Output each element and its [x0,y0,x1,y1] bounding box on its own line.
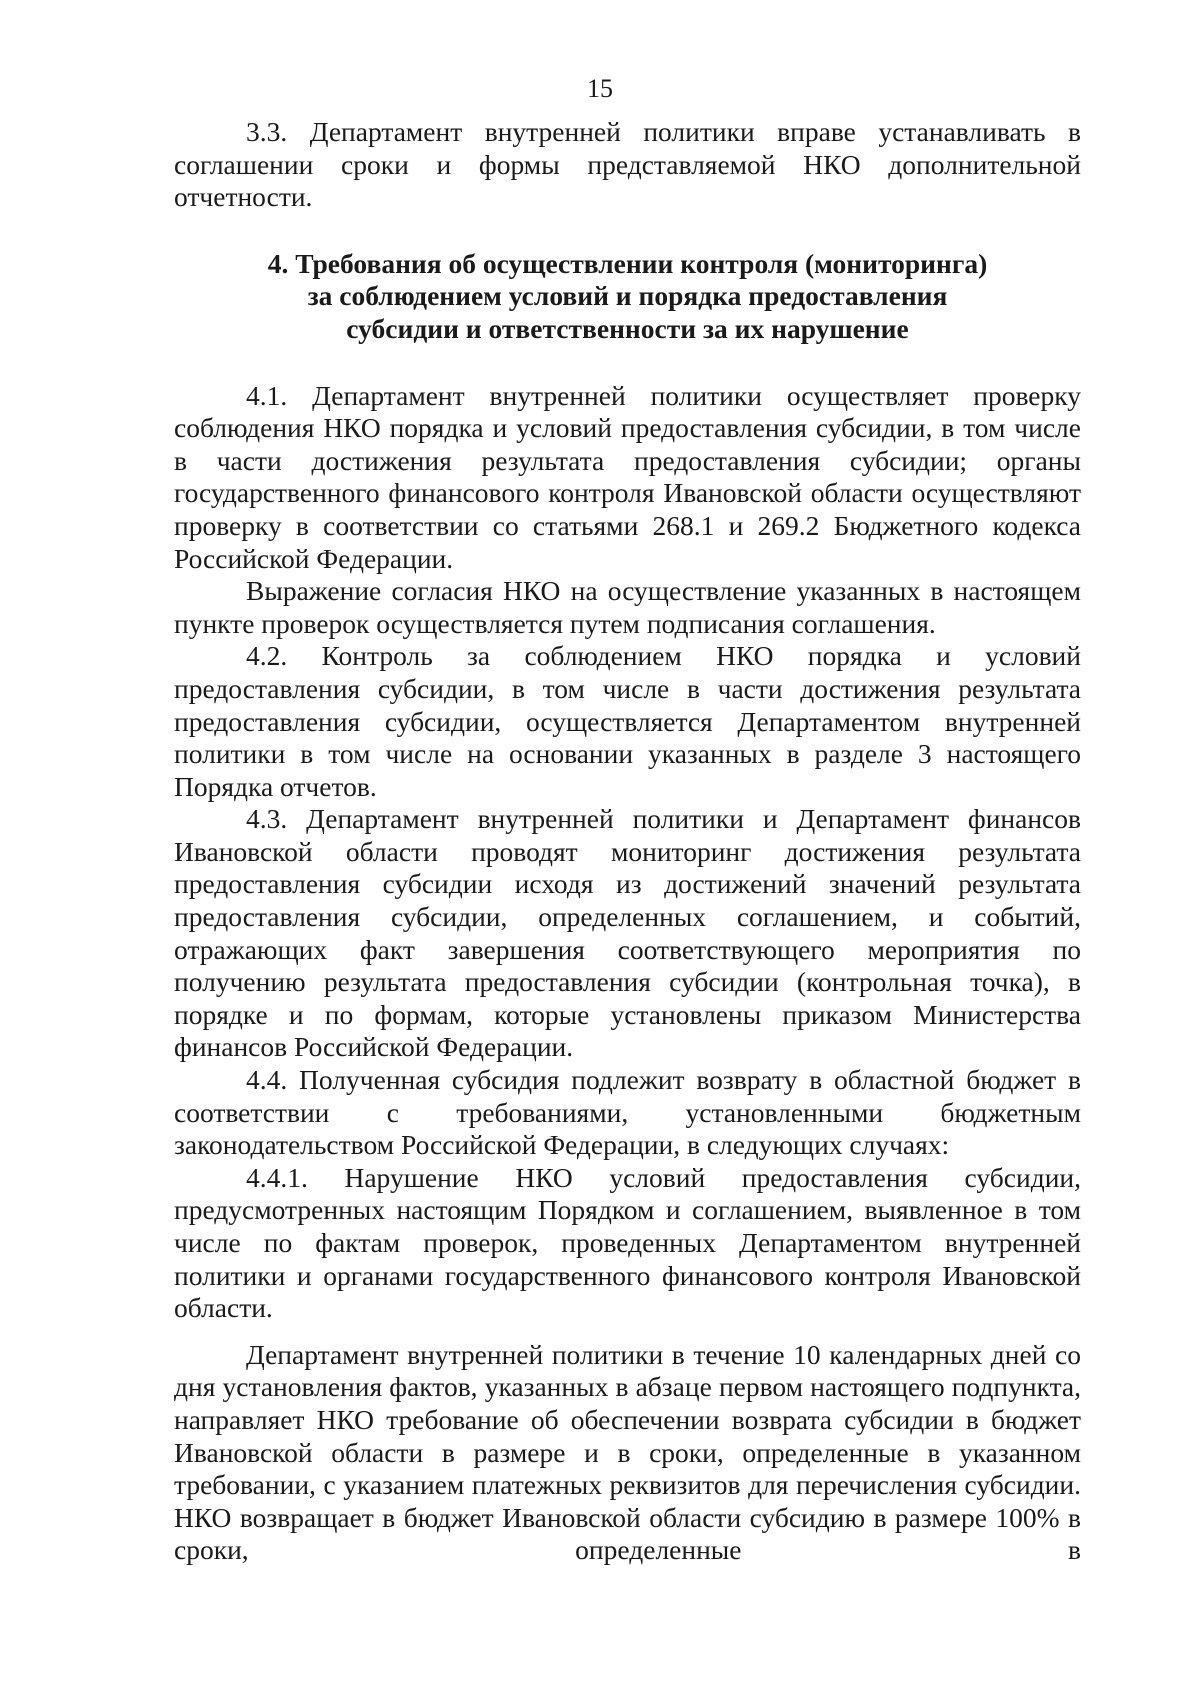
section-heading-line-3: субсидии и ответственности за их нарушение [346,312,909,344]
paragraph-4-1-consent: Выражение согласия НКО на осуществление указанных в настоящем пункте проверок осуществляется путем подписания соглашения. [174,575,1081,639]
paragraph-4-1: 4.1. Департамент внутренней политики осуществляет проверку соблюдения НКО порядка и условий предоставления субсидии, в том числе в части достижения результата предоставления субсидии; органы государственного финансового контроля Ивановской области осуществляют проверку в соответствии со статьями 268.1 и 269.2 Бюджетного кодекса Российской Федерации. [174,379,1081,574]
paragraph-4-4: 4.4. Полученная субсидия подлежит возврату в областной бюджет в соответствии с требованиями, установленными бюджетным законодательством Российской Федерации, в следующих случаях: [174,1064,1081,1161]
paragraph-4-2: 4.2. Контроль за соблюдением НКО порядка и условий предоставления субсидии, в том числе в части достижения результата предоставления субсидии, осуществляется Департаментом внутренней политики в том числе на основании указанных в разделе 3 настоящего Порядка отчетов. [174,640,1081,802]
section-heading-line-1: 4. Требования об осуществлении контроля (мониторинга) [267,247,988,279]
section-heading [174,248,1081,346]
section-heading-line-2: за соблюдением условий и порядка предоставления [307,280,948,312]
page-number: 15 [587,74,613,103]
paragraph-4-4-1-demand: Департамент внутренней политики в течение 10 календарных дней со дня установления фактов, указанных в абзаце первом настоящего подпункта, направляет НКО требование об обеспечении возврата субсидии в бюджет Ивановской области в размере и в сроки, определенные в указанном требовании, с указанием платежных реквизитов для перечисления субсидии. НКО возвращает в бюджет Ивановской области субсидию в размере 100% в сроки, определенные в [174,1338,1081,1566]
paragraph-4-3: 4.3. Департамент внутренней политики и Департамент финансов Ивановской области проводят мониторинг достижения результата предоставления субсидии исходя из достижений значений результата предоставления субсидии, определенных соглашением, и событий, отражающих факт завершения соответствующего мероприятия по получению результата предоставления субсидии (контрольная точка), в порядке и по формам, которые установлены приказом Министерства финансов Российской Федерации. [174,803,1081,1063]
paragraph-4-4-1: 4.4.1. Нарушение НКО условий предоставления субсидии, предусмотренных настоящим Порядком и соглашением, выявленное в том числе по фактам проверок, проведенных Департаментом внутренней политики и органами государственного финансового контроля Ивановской области. [174,1161,1081,1324]
paragraph-3-3: 3.3. Департамент внутренней политики вправе устанавливать в соглашении сроки и формы представляемой НКО дополнительной отчетности. [174,116,1081,213]
document-body [174,116,1081,1567]
